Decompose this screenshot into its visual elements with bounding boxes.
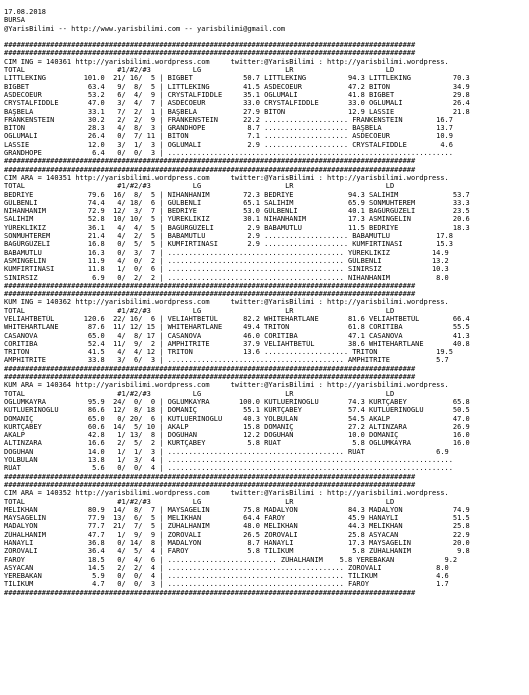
column-headers: TOTAL #1/#2/#3 LG LR LD bbox=[4, 306, 395, 315]
table-row: YEREBAKAN 5.9 0/ 0/ 4 | .......................................... TİLİKUM 4.6 bbox=[4, 572, 449, 581]
table-row: FRANKENSTEIN 30.2 2/ 2/ 9 | FRANKENSTEIN 22.2 .................... FRANKENSTEIN 16.7 bbox=[4, 115, 453, 124]
table-row: LITTLEKING 101.0 21/ 16/ 5 | BIGBET 50.7 LITTLEKING 94.3 LITTLEKING 70.3 bbox=[4, 74, 470, 83]
separator: ################################################################################################## bbox=[4, 588, 416, 597]
table-row: GÜLBENLİ 74.4 4/ 18/ 6 | GÜLBENLİ 65.1 SALİHİM 65.9 SONMUHTEREM 33.3 bbox=[4, 198, 470, 207]
table-row: SINIRSIZ 6.9 0/ 2/ 2 | .......................................... NİHANHANIM 8.0 bbox=[4, 273, 449, 282]
column-headers: TOTAL #1/#2/#3 LG LR LD bbox=[4, 389, 395, 398]
table-row: MAYSAGELİN 77.9 13/ 6/ 5 | MELİKHAN 64.4 FAROY 45.9 HANAYLI 51.5 bbox=[4, 514, 470, 523]
table-row: BAŞBELA 33.1 7/ 2/ 1 | BAŞBELA 27.9 BİTON 12.9 LASSIE 21.8 bbox=[4, 107, 470, 116]
table-row: WHITEHARTLANE 87.6 11/ 12/ 15 | WHITEHARTLANE 49.4 TRITON 61.8 CORITIBA 55.5 bbox=[4, 323, 470, 332]
table-row: AKALP 42.8 1/ 13/ 8 | DOĞUHAN 12.2 DOĞUHAN 10.0 DOMANİÇ 16.0 bbox=[4, 431, 470, 440]
table-row: TRITON 41.5 4/ 4/ 12 | TRITON 13.6 .................... TRITON 19.5 bbox=[4, 348, 453, 357]
separator: ################################################################################################## bbox=[4, 290, 416, 299]
table-row: MELİKHAN 80.9 14/ 8/ 7 | MAYSAGELİN 75.8 MADALYON 84.3 MADALYON 74.9 bbox=[4, 505, 470, 514]
race-header: CIM ARA = 140352 http://yarisbilimi.wordpress.com twitter:@YarisBilimi : http://yarisbilimi.wordpress. bbox=[4, 489, 449, 498]
table-row: ASDECOEUR 53.2 6/ 4/ 9 | CRYSTALFIDDLE 35.1 OĞLUMALİ 41.8 BIGBET 29.8 bbox=[4, 90, 470, 99]
separator: ################################################################################################## bbox=[4, 480, 416, 489]
table-row: HANAYLI 36.8 0/ 14/ 8 | MADALYON 8.7 HANAYLI 17.3 MAYSAGELİN 20.0 bbox=[4, 539, 470, 547]
table-row: VELİAHTBETÜL 120.6 22/ 16/ 6 | VELİAHTBETÜL 82.2 WHITEHARTLANE 81.6 VELİAHTBETÜL 66.4 bbox=[4, 314, 470, 323]
blank-line bbox=[4, 33, 528, 41]
table-row: FAROY 18.5 0/ 4/ 6 | .......................... ZÜHALHANIM 5.8 YEREBAKAN 9.2 bbox=[4, 555, 458, 564]
separator: ################################################################################################## bbox=[4, 41, 416, 50]
table-row: KUMFIRTINASI 11.8 1/ 0/ 6 | .......................................... SINIRSIZ 10.3 bbox=[4, 265, 449, 274]
race-header: CIM ING = 140361 http://yarisbilimi.wordpress.com twitter:@YarisBilimi : http://yarisbilimi.wordpress. bbox=[4, 57, 449, 66]
table-row: ASYACAN 14.5 2/ 2/ 4 | .......................................... ZOROVALI 8.0 bbox=[4, 563, 449, 572]
column-headers: TOTAL #1/#2/#3 LG LR LD bbox=[4, 66, 395, 75]
table-row: CASANOVA 65.0 4/ 8/ 17 | CASANOVA 46.0 CORITIBA 47.1 CASANOVA 41.3 bbox=[4, 331, 470, 340]
column-headers: TOTAL #1/#2/#3 LG LR LD bbox=[4, 182, 395, 191]
report-city: BURSA bbox=[4, 16, 25, 25]
table-row: OĞLUMKAYRA 95.9 24/ 0/ 0 | OĞLUMKAYRA 100.0 KUTLUERİNOĞLU 74.3 KURTÇABEY 65.8 bbox=[4, 397, 470, 406]
table-row: BİTON 28.3 4/ 8/ 3 | GRANDHOPE 8.7 .................... BAŞBELA 13.7 bbox=[4, 124, 453, 133]
race-header: CIM ARA = 140351 http://yarisbilimi.wordpress.com twitter:@YarisBilimi : http://yarisbilimi.wordpress. bbox=[4, 173, 449, 182]
separator: ################################################################################################## bbox=[4, 165, 416, 174]
table-row: MADALYON 77.7 21/ 7/ 5 | ZÜHALHANIM 48.0 MELİKHAN 44.3 MELİKHAN 25.8 bbox=[4, 522, 470, 531]
table-row: LASSIE 12.0 3/ 1/ 3 | OĞLUMALİ 2.9 .................... CRYSTALFIDDLE 4.6 bbox=[4, 140, 453, 149]
race-header: KUM ARA = 140364 http://yarisbilimi.wordpress.com twitter:@YarisBilimi : http://yarisbilimi.wordpress. bbox=[4, 381, 449, 390]
separator: ################################################################################################## bbox=[4, 49, 416, 58]
table-row: BEDRİYE 79.6 16/ 8/ 5 | NİHANHANIM 72.3 BEDRİYE 94.3 SALİHİM 53.7 bbox=[4, 190, 470, 199]
report-text bbox=[4, 8, 528, 597]
table-row: AMPHITRITE 33.8 3/ 6/ 3 | .......................................... AMPHITRITE 5.7 bbox=[4, 356, 449, 365]
table-row: BIGBET 63.4 9/ 8/ 5 | LITTLEKING 41.5 ASDECOEUR 47.2 BİTON 34.9 bbox=[4, 82, 470, 91]
report-credits: @YarisBilimi -- http://www.yarisbilimi.com -- yarisbilimi@gmail.com bbox=[4, 24, 286, 33]
table-row: BABAMUTLU 16.3 0/ 3/ 7 | .......................................... YÜREKLİKIZ 14.9 bbox=[4, 248, 449, 257]
table-row: CRYSTALFIDDLE 47.0 3/ 4/ 7 | ASDECOEUR 33.0 CRYSTALFIDDLE 33.0 OĞLUMALİ 26.4 bbox=[4, 99, 470, 108]
table-row: YÜREKLİKIZ 36.1 4/ 4/ 5 | BAGÜRGÜZELİ 2.9 BABAMUTLU 11.5 BEDRİYE 18.3 bbox=[4, 223, 470, 232]
table-row: CORITIBA 52.4 11/ 9/ 2 | AMPHITRITE 37.9 VELİAHTBETÜL 38.6 WHITEHARTLANE 40.8 bbox=[4, 339, 470, 348]
column-headers: TOTAL #1/#2/#3 LG LR LD bbox=[4, 497, 395, 506]
race-header: KUM ING = 140362 http://yarisbilimi.wordpress.com twitter:@YarisBilimi : http://yarisbilimi.wordpress. bbox=[4, 298, 449, 307]
table-row: KURTÇABEY 60.6 14/ 5/ 10 | AKALP 15.8 DOMANİÇ 27.2 ALTINZARA 26.9 bbox=[4, 422, 470, 431]
table-row: ZÜHALHANIM 47.7 1/ 9/ 9 | ZOROVALI 26.5 ZOROVALI 25.8 ASYACAN 22.9 bbox=[4, 530, 470, 539]
table-row: TİLİKUM 4.7 0/ 0/ 3 | .......................................... FAROY 1.7 bbox=[4, 580, 449, 589]
report-date: 17.08.2018 bbox=[4, 8, 46, 16]
separator: ################################################################################################## bbox=[4, 364, 416, 373]
table-row: ALTINZARA 16.6 2/ 5/ 2 | KURTÇABEY 5.8 RUAT 5.8 OĞLUMKAYRA 16.0 bbox=[4, 439, 470, 448]
table-row: SALİHİM 52.8 10/ 10/ 5 | YÜREKLİKIZ 30.1 NİHANHANIM 17.3 ASMİNGELİN 20.6 bbox=[4, 215, 470, 224]
table-row: DOĞUHAN 14.0 1/ 1/ 3 | .......................................... RUAT 6.9 bbox=[4, 447, 449, 456]
table-row: YOLBULAN 13.8 1/ 3/ 4 | .................................................................... bbox=[4, 456, 453, 465]
table-row: OĞLUMALİ 26.4 0/ 7/ 11 | BİTON 7.1 .................... ASDECOEUR 10.9 bbox=[4, 132, 453, 141]
separator: ################################################################################################## bbox=[4, 157, 416, 166]
table-row: SONMUHTEREM 21.4 4/ 2/ 5 | BABAMUTLU 2.9 .................... BABAMUTLU 17.8 bbox=[4, 232, 453, 241]
table-row: GRANDHOPE 6.4 0/ 0/ 3 | .................................................................... bbox=[4, 149, 453, 158]
table-row: NİHANHANIM 72.9 12/ 3/ 7 | BEDRİYE 53.0 GÜLBENLİ 40.1 BAGÜRGÜZELİ 23.5 bbox=[4, 207, 470, 216]
table-row: ZOROVALI 36.4 4/ 5/ 4 | FAROY 5.8 TİLİKUM 5.8 ZÜHALHANIM 9.8 bbox=[4, 547, 470, 556]
separator: ################################################################################################## bbox=[4, 472, 416, 481]
separator: ################################################################################################## bbox=[4, 281, 416, 290]
table-row: RUAT 5.6 0/ 0/ 4 | .................................................................... bbox=[4, 464, 453, 473]
table-row: DOMANİÇ 65.0 0/ 20/ 6 | KUTLUERİNOĞLU 40.3 YOLBULAN 54.5 AKALP 47.0 bbox=[4, 414, 470, 423]
table-row: KUTLUERİNOĞLU 86.6 12/ 8/ 18 | DOMANİÇ 55.1 KURTÇABEY 57.4 KUTLUERİNOĞLU 50.5 bbox=[4, 406, 470, 415]
separator: ################################################################################################## bbox=[4, 373, 416, 382]
table-row: ASMİNGELİN 11.9 4/ 0/ 2 | .......................................... GÜLBENLİ 13.2 bbox=[4, 256, 449, 265]
table-row: BAGÜRGÜZELİ 16.8 0/ 5/ 5 | KUMFIRTINASI 2.9 .................... KUMFIRTINASI 15.3 bbox=[4, 240, 453, 249]
